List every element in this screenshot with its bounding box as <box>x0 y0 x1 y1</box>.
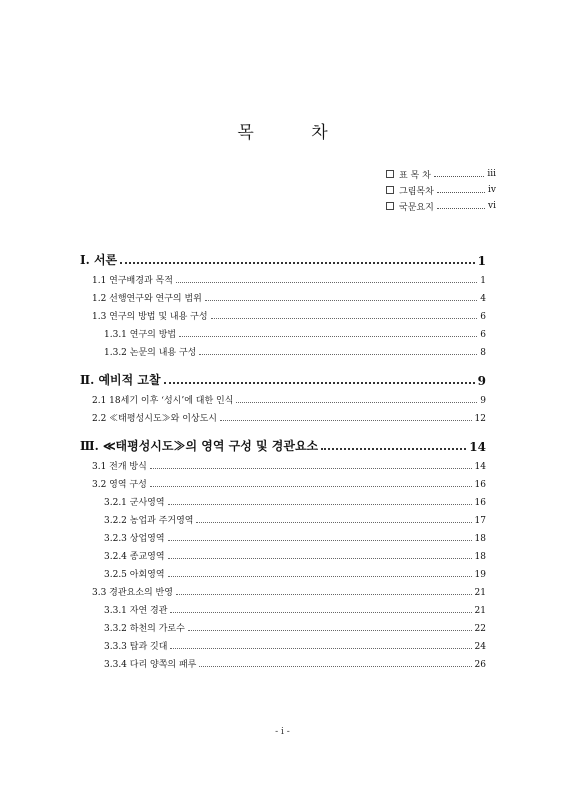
index-item-page: iv <box>488 185 496 195</box>
toc-entry-label: 3.1 전개 방식 <box>92 462 147 472</box>
page-title: 목 차 <box>237 123 354 143</box>
toc-entry-label: 2.2 ≪태평성시도≫와 이상도시 <box>92 414 217 424</box>
toc-entry-page: 14 <box>469 440 486 454</box>
toc-entry-page: 16 <box>474 498 486 508</box>
leader-dots <box>437 208 485 209</box>
leader-dots <box>220 420 472 421</box>
leader-dots <box>188 630 472 631</box>
leader-dots <box>120 262 474 264</box>
leader-dots <box>236 402 477 403</box>
toc-entry-page: 22 <box>474 624 486 634</box>
toc-entry-page: 6 <box>480 330 486 340</box>
toc-entry-label: 1.3 연구의 방법 및 내용 구성 <box>92 312 208 322</box>
leader-dots <box>321 448 466 450</box>
toc-entry-label: 1.3.2 논문의 내용 구성 <box>104 348 197 358</box>
leader-dots <box>168 540 472 541</box>
leader-dots <box>168 576 472 577</box>
toc-entry-label: 3.2.5 아회영역 <box>104 570 165 580</box>
toc-entry-label: 3.3.1 자연 경관 <box>104 606 168 616</box>
toc-entry-page: 17 <box>474 516 486 526</box>
toc-section-row[interactable] <box>80 406 486 424</box>
toc-entry-label: 3.2.2 농업과 주거영역 <box>104 516 194 526</box>
leader-dots <box>434 176 485 177</box>
page-number-footer: - i - <box>275 727 290 737</box>
toc-entry-page: 21 <box>474 588 486 598</box>
toc-entry-label: 3.3.3 탑과 깃대 <box>104 642 168 652</box>
toc-entry-page: 18 <box>474 552 486 562</box>
toc-sub-row[interactable] <box>80 562 486 580</box>
index-item-label: 그림목차 <box>399 186 434 197</box>
leader-dots <box>150 468 472 469</box>
leader-dots <box>211 318 478 319</box>
toc-entry-page: 19 <box>474 570 486 580</box>
checkbox-icon <box>386 202 394 210</box>
toc-chapter-row[interactable] <box>80 436 486 454</box>
toc-entry-label: 3.2.1 군사영역 <box>104 498 165 508</box>
toc-entry-label: Ⅰ. 서론 <box>80 253 118 267</box>
toc-entry-page: 18 <box>474 534 486 544</box>
toc-entry-page: 14 <box>474 462 486 472</box>
toc-entry-label: 3.2.3 상업영역 <box>104 534 165 544</box>
leader-dots <box>150 486 472 487</box>
leader-dots <box>179 336 477 337</box>
toc-entry-label: 3.2.4 종교영역 <box>104 552 165 562</box>
leader-dots <box>170 648 471 649</box>
index-item-page: vi <box>488 201 496 211</box>
toc-entry-page: 9 <box>477 374 486 388</box>
index-list <box>386 166 496 214</box>
toc-sub-row[interactable] <box>80 490 486 508</box>
index-item-label: 국문요지 <box>399 202 434 213</box>
leader-dots <box>168 504 472 505</box>
toc-entry-page: 4 <box>480 294 486 304</box>
leader-dots <box>199 354 477 355</box>
toc-entry-page: 21 <box>474 606 486 616</box>
leader-dots <box>176 282 477 283</box>
toc-section-row[interactable] <box>80 304 486 322</box>
toc-section-row[interactable] <box>80 472 486 490</box>
toc-entry-page: 16 <box>474 480 486 490</box>
toc-entry-label: 1.1 연구배경과 목적 <box>92 276 173 286</box>
toc-sub-row[interactable] <box>80 322 486 340</box>
toc-sub-row[interactable] <box>80 598 486 616</box>
toc-entry-page: 1 <box>480 276 486 286</box>
toc-entry-label: 3.3.2 하천의 가로수 <box>104 624 185 634</box>
checkbox-icon <box>386 186 394 194</box>
toc-section-row[interactable] <box>80 388 486 406</box>
toc-section-row[interactable] <box>80 286 486 304</box>
toc-sub-row[interactable] <box>80 652 486 670</box>
toc-sub-row[interactable] <box>80 340 486 358</box>
toc-section-row[interactable] <box>80 580 486 598</box>
checkbox-icon <box>386 170 394 178</box>
index-item-abstract[interactable] <box>386 198 496 214</box>
leader-dots <box>170 612 471 613</box>
leader-dots <box>176 594 472 595</box>
toc-entry-page: 9 <box>480 396 486 406</box>
toc-entry-label: 3.3.4 다리 양쪽의 패루 <box>104 660 197 670</box>
toc-chapter-row[interactable] <box>80 250 486 268</box>
toc-entry-page: 12 <box>474 414 486 424</box>
toc-entry-page: 26 <box>474 660 486 670</box>
toc-sub-row[interactable] <box>80 508 486 526</box>
toc-entry-page: 24 <box>474 642 486 652</box>
toc-entry-label: Ⅲ. ≪태평성시도≫의 영역 구성 및 경관요소 <box>80 439 319 453</box>
leader-dots <box>196 522 471 523</box>
toc-sub-row[interactable] <box>80 634 486 652</box>
toc-entry-label: 3.2 영역 구성 <box>92 480 147 490</box>
toc-entry-label: 2.1 18세기 이후 ‘성시’에 대한 인식 <box>92 396 234 406</box>
toc-section-row[interactable] <box>80 454 486 472</box>
toc-entry-page: 1 <box>477 254 486 268</box>
leader-dots <box>437 192 485 193</box>
toc-section-row[interactable] <box>80 268 486 286</box>
index-item-label: 표 목 차 <box>399 170 431 181</box>
toc-sub-row[interactable] <box>80 526 486 544</box>
index-item-figures[interactable] <box>386 182 496 198</box>
toc-sub-row[interactable] <box>80 616 486 634</box>
leader-dots <box>199 666 471 667</box>
toc-entry-page: 8 <box>480 348 486 358</box>
index-item-page: iii <box>487 169 496 179</box>
toc-sub-row[interactable] <box>80 544 486 562</box>
index-item-tables[interactable] <box>386 166 496 182</box>
leader-dots <box>168 558 472 559</box>
toc-entry-label: Ⅱ. 예비적 고찰 <box>80 373 161 387</box>
toc-entry-page: 6 <box>480 312 486 322</box>
toc-chapter-row[interactable] <box>80 370 486 388</box>
leader-dots <box>164 382 475 384</box>
toc-entry-label: 3.3 경관요소의 반영 <box>92 588 173 598</box>
toc-entry-label: 1.3.1 연구의 방법 <box>104 330 177 340</box>
toc-entry-label: 1.2 선행연구와 연구의 범위 <box>92 294 202 304</box>
leader-dots <box>205 300 477 301</box>
table-of-contents <box>80 240 486 670</box>
